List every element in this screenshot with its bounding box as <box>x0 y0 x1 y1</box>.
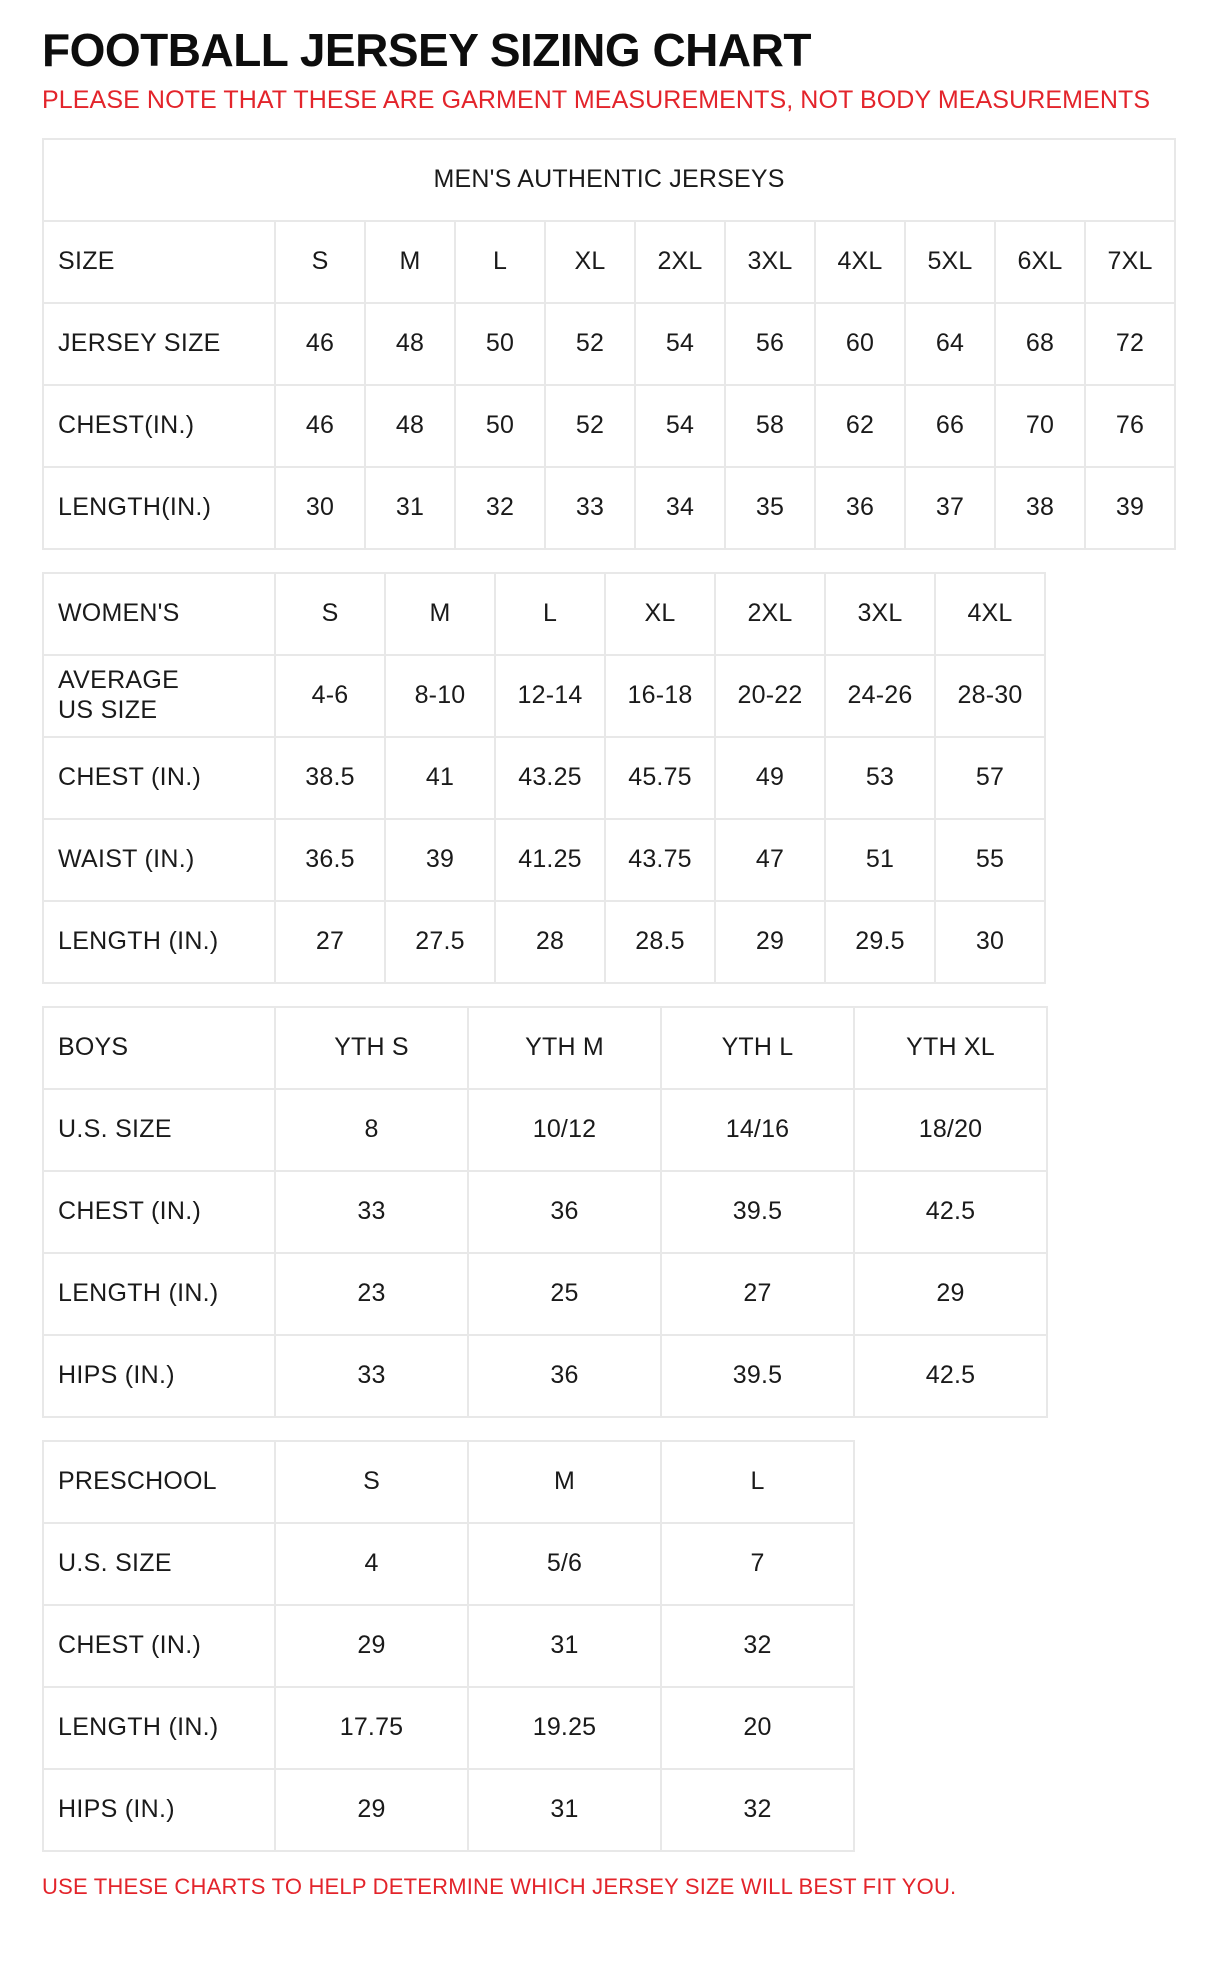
column-header: YTH M <box>468 1007 661 1089</box>
column-header: L <box>495 573 605 655</box>
cell: 5/6 <box>468 1523 661 1605</box>
cell: 24-26 <box>825 655 935 737</box>
cell: 68 <box>995 303 1085 385</box>
row-label-line2: US SIZE <box>58 695 158 724</box>
cell: 76 <box>1085 385 1175 467</box>
table-row <box>43 1253 1047 1335</box>
womens-sizing-table <box>42 572 1046 984</box>
row-label-average-us-size <box>43 655 275 737</box>
cell: 54 <box>635 385 725 467</box>
cell: 42.5 <box>854 1171 1047 1253</box>
cell: 20 <box>661 1687 854 1769</box>
preschool-sizing-table <box>42 1440 855 1852</box>
cell: 28.5 <box>605 901 715 983</box>
cell: 52 <box>545 385 635 467</box>
cell: 4 <box>275 1523 468 1605</box>
cell: 29 <box>715 901 825 983</box>
cell: 43.25 <box>495 737 605 819</box>
cell: 8 <box>275 1089 468 1171</box>
row-label-chest: CHEST (IN.) <box>43 1605 275 1687</box>
table-row <box>43 1687 854 1769</box>
cell: 66 <box>905 385 995 467</box>
cell: 50 <box>455 303 545 385</box>
cell: 2XL <box>635 221 725 303</box>
cell: 4-6 <box>275 655 385 737</box>
cell: 46 <box>275 303 365 385</box>
cell: 7 <box>661 1523 854 1605</box>
cell: 58 <box>725 385 815 467</box>
column-header: S <box>275 1441 468 1523</box>
cell: 56 <box>725 303 815 385</box>
cell: 32 <box>661 1605 854 1687</box>
column-header: YTH S <box>275 1007 468 1089</box>
cell: 31 <box>468 1605 661 1687</box>
table-row <box>43 819 1045 901</box>
cell: 35 <box>725 467 815 549</box>
cell: 39 <box>1085 467 1175 549</box>
cell: 17.75 <box>275 1687 468 1769</box>
cell: 34 <box>635 467 725 549</box>
cell: 19.25 <box>468 1687 661 1769</box>
cell: XL <box>545 221 635 303</box>
measurement-note: PLEASE NOTE THAT THESE ARE GARMENT MEASUREMENTS, NOT BODY MEASUREMENTS <box>42 85 1151 114</box>
cell: 51 <box>825 819 935 901</box>
cell: 28-30 <box>935 655 1045 737</box>
cell: 10/12 <box>468 1089 661 1171</box>
cell: 31 <box>468 1769 661 1851</box>
cell: 23 <box>275 1253 468 1335</box>
mens-banner: MEN'S AUTHENTIC JERSEYS <box>43 139 1175 221</box>
table-row <box>43 901 1045 983</box>
cell: 43.75 <box>605 819 715 901</box>
table-row <box>43 385 1175 467</box>
row-label-size: SIZE <box>43 221 275 303</box>
table-row <box>43 1605 854 1687</box>
column-header: S <box>275 573 385 655</box>
cell: 64 <box>905 303 995 385</box>
column-header: YTH L <box>661 1007 854 1089</box>
cell: 33 <box>545 467 635 549</box>
cell: 39.5 <box>661 1171 854 1253</box>
cell: 39.5 <box>661 1335 854 1417</box>
boys-header-label: BOYS <box>43 1007 275 1089</box>
cell: 16-18 <box>605 655 715 737</box>
cell: 38.5 <box>275 737 385 819</box>
cell: 25 <box>468 1253 661 1335</box>
cell: 29 <box>275 1769 468 1851</box>
cell: 4XL <box>815 221 905 303</box>
cell: 48 <box>365 385 455 467</box>
cell: 50 <box>455 385 545 467</box>
cell: 30 <box>935 901 1045 983</box>
cell: 20-22 <box>715 655 825 737</box>
cell: 28 <box>495 901 605 983</box>
table-row <box>43 303 1175 385</box>
table-header-row <box>43 1441 854 1523</box>
column-header: M <box>385 573 495 655</box>
cell: 41 <box>385 737 495 819</box>
cell: L <box>455 221 545 303</box>
cell: 8-10 <box>385 655 495 737</box>
cell: 18/20 <box>854 1089 1047 1171</box>
cell: 29.5 <box>825 901 935 983</box>
row-label-chest: CHEST (IN.) <box>43 737 275 819</box>
womens-header-label: WOMEN'S <box>43 573 275 655</box>
cell: 47 <box>715 819 825 901</box>
cell: 55 <box>935 819 1045 901</box>
cell: 54 <box>635 303 725 385</box>
cell: 27.5 <box>385 901 495 983</box>
cell: 46 <box>275 385 365 467</box>
cell: 29 <box>854 1253 1047 1335</box>
row-label-chest: CHEST (IN.) <box>43 1171 275 1253</box>
row-label-us-size: U.S. SIZE <box>43 1523 275 1605</box>
table-row <box>43 1171 1047 1253</box>
cell: 62 <box>815 385 905 467</box>
column-header: XL <box>605 573 715 655</box>
mens-authentic-jerseys-table <box>42 138 1176 550</box>
column-header: M <box>468 1441 661 1523</box>
table-row <box>43 737 1045 819</box>
cell: M <box>365 221 455 303</box>
cell: 37 <box>905 467 995 549</box>
table-header-row <box>43 1007 1047 1089</box>
cell: 31 <box>365 467 455 549</box>
row-label-line1: AVERAGE <box>58 666 180 695</box>
table-banner-row <box>43 139 1175 221</box>
cell: 29 <box>275 1605 468 1687</box>
row-label-length: LENGTH (IN.) <box>43 1253 275 1335</box>
cell: 36 <box>468 1171 661 1253</box>
cell: 38 <box>995 467 1085 549</box>
page-title: FOOTBALL JERSEY SIZING CHART <box>42 24 811 76</box>
cell: 49 <box>715 737 825 819</box>
row-label-waist: WAIST (IN.) <box>43 819 275 901</box>
row-label-chest: CHEST(IN.) <box>43 385 275 467</box>
row-label-hips: HIPS (IN.) <box>43 1335 275 1417</box>
cell: 3XL <box>725 221 815 303</box>
cell: 42.5 <box>854 1335 1047 1417</box>
row-label-us-size: U.S. SIZE <box>43 1089 275 1171</box>
row-label-jersey-size: JERSEY SIZE <box>43 303 275 385</box>
row-label-length: LENGTH(IN.) <box>43 467 275 549</box>
column-header: 3XL <box>825 573 935 655</box>
cell: 7XL <box>1085 221 1175 303</box>
cell: 32 <box>455 467 545 549</box>
cell: 27 <box>661 1253 854 1335</box>
cell: 36.5 <box>275 819 385 901</box>
row-label-hips: HIPS (IN.) <box>43 1769 275 1851</box>
table-row <box>43 1335 1047 1417</box>
cell: 39 <box>385 819 495 901</box>
cell: 72 <box>1085 303 1175 385</box>
table-header-row <box>43 573 1045 655</box>
cell: 52 <box>545 303 635 385</box>
footer-note: USE THESE CHARTS TO HELP DETERMINE WHICH JERSEY SIZE WILL BEST FIT YOU. <box>42 1873 957 1899</box>
cell: S <box>275 221 365 303</box>
cell: 60 <box>815 303 905 385</box>
column-header: 2XL <box>715 573 825 655</box>
table-row <box>43 655 1045 737</box>
row-label-length: LENGTH (IN.) <box>43 901 275 983</box>
column-header: 4XL <box>935 573 1045 655</box>
column-header: YTH XL <box>854 1007 1047 1089</box>
table-row <box>43 221 1175 303</box>
table-row <box>43 467 1175 549</box>
cell: 14/16 <box>661 1089 854 1171</box>
cell: 12-14 <box>495 655 605 737</box>
table-row <box>43 1523 854 1605</box>
cell: 6XL <box>995 221 1085 303</box>
cell: 27 <box>275 901 385 983</box>
table-row <box>43 1089 1047 1171</box>
cell: 53 <box>825 737 935 819</box>
cell: 5XL <box>905 221 995 303</box>
cell: 57 <box>935 737 1045 819</box>
cell: 32 <box>661 1769 854 1851</box>
cell: 48 <box>365 303 455 385</box>
cell: 30 <box>275 467 365 549</box>
boys-sizing-table <box>42 1006 1048 1418</box>
cell: 70 <box>995 385 1085 467</box>
column-header: L <box>661 1441 854 1523</box>
preschool-header-label: PRESCHOOL <box>43 1441 275 1523</box>
cell: 41.25 <box>495 819 605 901</box>
cell: 36 <box>468 1335 661 1417</box>
cell: 33 <box>275 1335 468 1417</box>
row-label-length: LENGTH (IN.) <box>43 1687 275 1769</box>
cell: 36 <box>815 467 905 549</box>
cell: 33 <box>275 1171 468 1253</box>
cell: 45.75 <box>605 737 715 819</box>
table-row <box>43 1769 854 1851</box>
